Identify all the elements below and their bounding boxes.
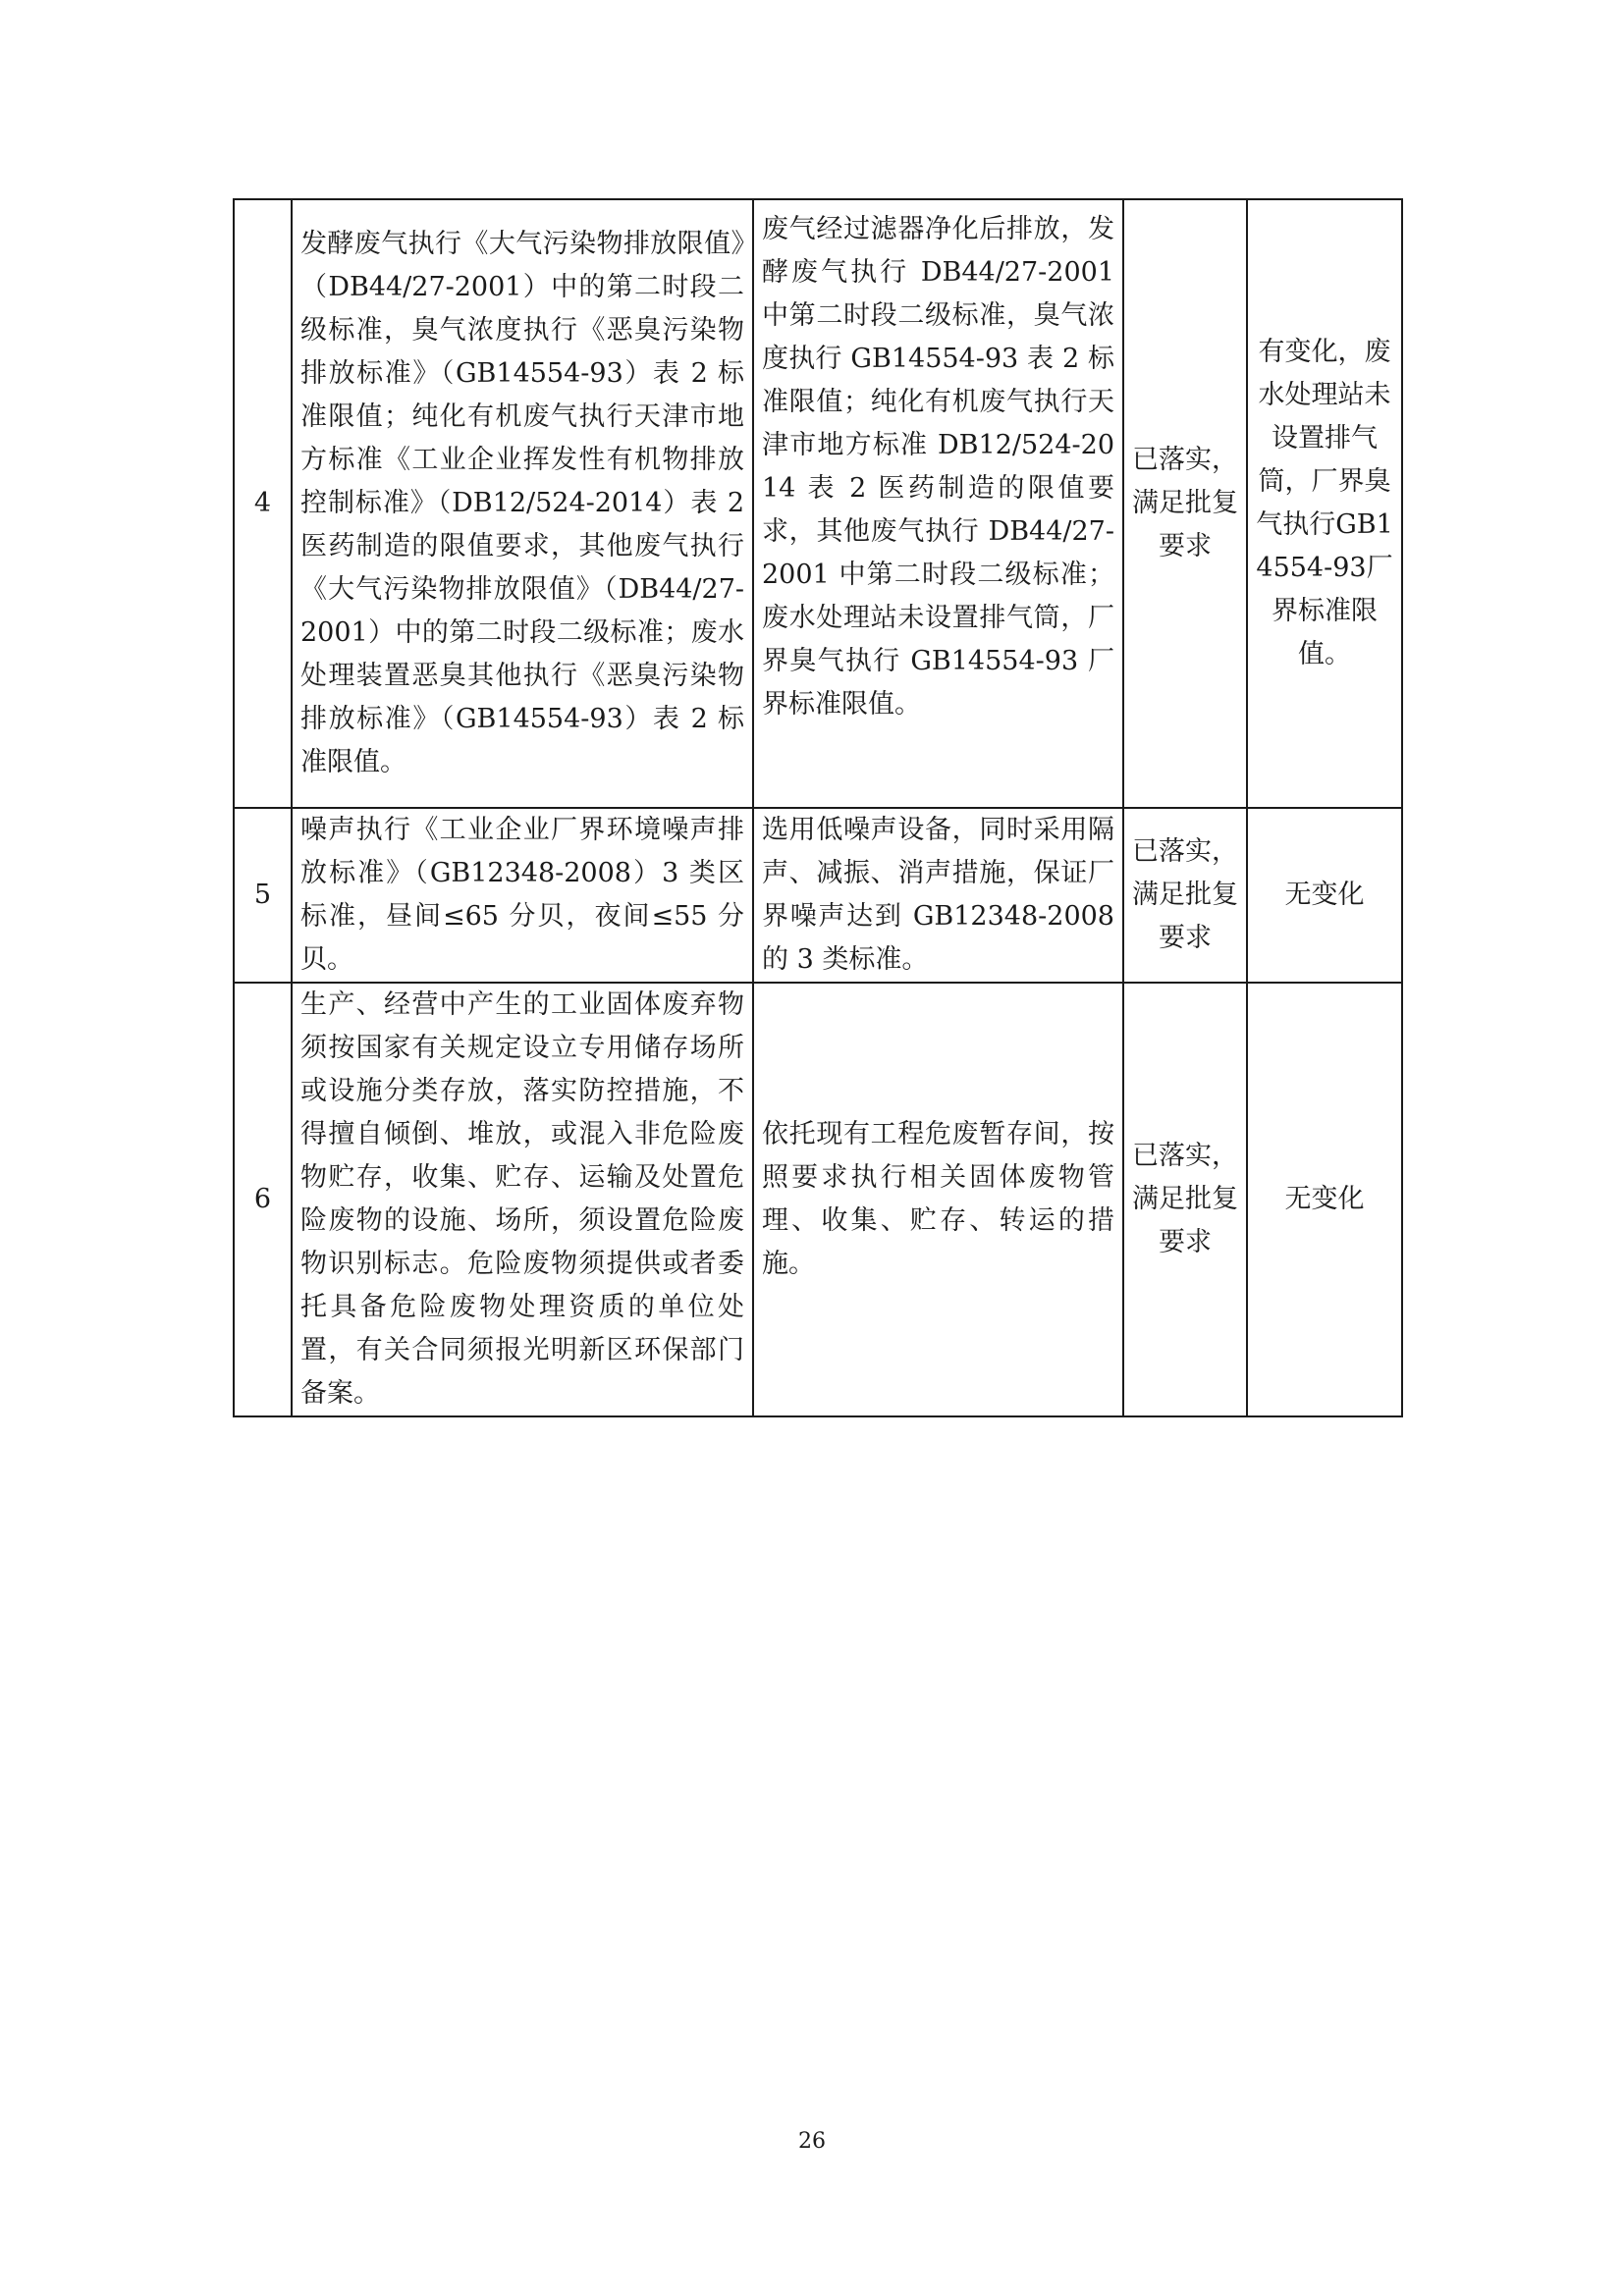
implementation-status: 已落实，满足批复要求 [1123, 808, 1247, 983]
change-note: 无变化 [1247, 808, 1402, 983]
approval-requirement: 生产、经营中产生的工业固体废弃物须按国家有关规定设立专用储存场所或设施分类存放，落实防控措施，不得擅自倾倒、堆放，或混入非危险废物贮存，收集、贮存、运输及处置危险废物的设施、场所，须设置危险废物识别标志。危险废物须提供或者委托具备危险废物处理资质的单位处置，有关合同须报光明新区环保部门备案。 [292, 983, 753, 1416]
implementation-measure: 废气经过滤器净化后排放，发酵废气执行 DB44/27-2001 中第二时段二级标准，臭气浓度执行 GB14554-93 表 2 标准限值；纯化有机废气执行天津市地方标准 DB12/524-2014 表 2 医药制造的限值要求，其他废气执行 DB44/27-2001 中第二时段二级标准；废水处理站未设置排气筒，厂界臭气执行 GB14554-93 厂界标准限值。 [753, 199, 1123, 808]
page-number: 26 [798, 2129, 826, 2154]
change-note: 无变化 [1247, 983, 1402, 1416]
change-note: 有变化，废水处理站未设置排气筒，厂界臭气执行GB14554-93厂界标准限值。 [1247, 199, 1402, 808]
table-row [234, 808, 1402, 983]
table-row [234, 983, 1402, 1416]
approval-requirement: 噪声执行《工业企业厂界环境噪声排放标准》（GB12348-2008）3 类区标准，昼间≤65 分贝，夜间≤55 分贝。 [292, 808, 753, 983]
implementation-measure: 依托现有工程危废暂存间，按照要求执行相关固体废物管理、收集、贮存、转运的措施。 [753, 983, 1123, 1416]
approval-requirement: 发酵废气执行《大气污染物排放限值》（DB44/27-2001）中的第二时段二级标准，臭气浓度执行《恶臭污染物排放标准》（GB14554-93）表 2 标准限值；纯化有机废气执行天津市地方标准《工业企业挥发性有机物排放控制标准》（DB12/524-2014）表 2 医药制造的限值要求，其他废气执行《大气污染物排放限值》（DB44/27-2001）中的第二时段二级标准；废水处理装置恶臭其他执行《恶臭污染物排放标准》（GB14554-93）表 2 标准限值。 [292, 199, 753, 808]
row-number: 6 [234, 983, 292, 1416]
table-row [234, 199, 1402, 808]
row-number: 4 [234, 199, 292, 808]
implementation-measure: 选用低噪声设备，同时采用隔声、减振、消声措施，保证厂界噪声达到 GB12348-2008 的 3 类标准。 [753, 808, 1123, 983]
requirements-table [233, 198, 1403, 1417]
implementation-status: 已落实，满足批复要求 [1123, 199, 1247, 808]
row-number: 5 [234, 808, 292, 983]
implementation-status: 已落实，满足批复要求 [1123, 983, 1247, 1416]
